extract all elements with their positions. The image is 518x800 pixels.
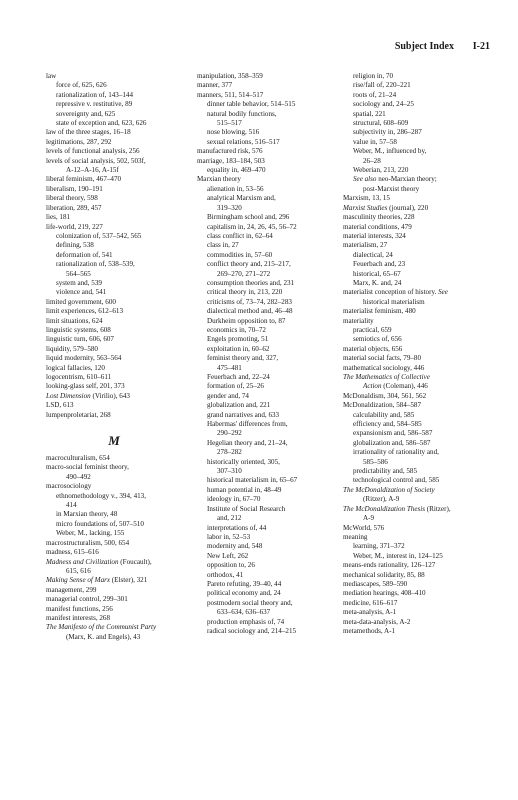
index-entry: 319–320: [217, 203, 242, 212]
index-entry: force of, 625, 626: [56, 81, 107, 90]
index-entry: Feuerbach and, 22–24: [207, 373, 270, 381]
index-entry: practical, 659: [353, 325, 392, 334]
index-entry: manners, 511, 514–517: [197, 90, 264, 99]
index-entry: mechanical solidarity, 85, 88: [343, 570, 425, 579]
index-entry: 269–270, 271–272: [217, 269, 271, 278]
index-entry: McWorld, 576: [343, 523, 385, 532]
index-entry: predictability and, 585: [353, 467, 418, 476]
index-entry: historically oriented, 305,: [207, 457, 280, 466]
index-entry: irrationality of rationality and,: [353, 448, 439, 457]
index-entry: historical, 65–67: [353, 269, 401, 278]
index-entry: manifest interests, 268: [46, 613, 111, 622]
index-entry: system and, 539: [56, 278, 102, 287]
index-entry: 490–492: [66, 472, 91, 481]
index-entry: semiotics of, 656: [353, 335, 402, 344]
index-entry: masculinity theories, 228: [343, 213, 415, 222]
index-entry: lies, 181: [46, 213, 71, 222]
page-number: I-21: [472, 41, 490, 52]
index-entry: Marxism, 13, 15: [343, 194, 390, 203]
index-entry: material conditions, 479: [343, 222, 412, 231]
index-entry: globalization and, 221: [207, 401, 271, 410]
index-entry: sovereignty and, 625: [56, 109, 116, 118]
index-entry: Weber, M., interest in, 124–125: [353, 551, 443, 560]
index-entry: manifest functions, 256: [46, 604, 113, 613]
index-entry: liberation, 289, 457: [46, 203, 102, 212]
index-entry: Weber, M., lacking, 155: [56, 529, 125, 538]
index-entry: metamethods, A-1: [343, 626, 396, 635]
index-entry: Birmingham school and, 296: [207, 213, 290, 222]
index-entry: commodities in, 57–60: [207, 250, 273, 259]
index-entry: levels of social analysis, 502, 503f,: [46, 156, 146, 165]
index-entry: post-Marxist theory: [363, 184, 420, 193]
index-entry: New Left, 262: [207, 551, 249, 560]
index-entry: marriage, 183–184, 503: [197, 156, 265, 165]
index-entry: Making Sense of Marx (Elster), 321: [46, 576, 148, 585]
index-entry: critical theory in, 213, 220: [207, 288, 283, 297]
index-entry: macroculturalism, 654: [46, 454, 110, 463]
index-entry: dialectical method and, 46–48: [207, 307, 293, 316]
index-entry: rationalization of, 143–144: [56, 90, 134, 99]
index-entry: The McDonaldization of Society: [343, 485, 435, 494]
index-entry: Pareto refuting, 39–40, 44: [207, 579, 282, 588]
index-entry: structural, 608–609: [353, 119, 409, 128]
index-entry: conflict theory and, 215–217,: [207, 260, 291, 269]
index-entry: material social facts, 79–80: [343, 354, 422, 363]
index-entry: efficiency and, 584–585: [353, 420, 422, 429]
index-entry: 633–634, 636–637: [217, 608, 271, 617]
index-entry: ideology in, 67–70: [207, 495, 261, 504]
index-entry: liberal theory, 598: [46, 194, 98, 203]
index-entry: analytical Marxism and,: [207, 194, 276, 203]
index-entry: human potential in, 48–49: [207, 485, 282, 494]
index-entry: means-ends rationality, 126–127: [343, 561, 436, 570]
index-entry: violence and, 541: [56, 288, 107, 297]
index-entry: looking-glass self, 201, 373: [46, 382, 125, 391]
index-entry: labor in, 52–53: [207, 532, 251, 541]
index-entry: alienation in, 53–56: [207, 184, 264, 193]
index-entry: natural bodily functions,: [207, 109, 277, 118]
index-entry: 564–565: [66, 269, 91, 278]
index-entry: Habermas' differences from,: [207, 420, 288, 429]
index-entry: Action (Coleman), 446: [363, 382, 428, 391]
index-entry: expansionism and, 586–587: [353, 429, 433, 438]
index-entry: legitimations, 287, 292: [46, 137, 112, 146]
index-entry: sexual relations, 516–517: [207, 137, 280, 146]
index-entry: postmodern social theory and,: [207, 598, 293, 607]
index-entry: macro-social feminist theory,: [46, 463, 129, 472]
index-entry: mathematical sociology, 446: [343, 363, 425, 372]
index-entry: historical materialism: [363, 297, 425, 306]
index-entry: lumpenproletariat, 268: [46, 410, 111, 419]
index-entry: 615, 616: [66, 566, 91, 575]
index-entry: criticisms of, 73–74, 282–283: [207, 297, 292, 306]
page-header: [28, 41, 490, 55]
index-entry: material objects, 656: [343, 344, 403, 353]
index-entry: medicine, 616–617: [343, 598, 398, 607]
index-entry: meta-data-analysis, A-2: [343, 617, 411, 626]
index-entry: defining, 538: [56, 241, 94, 250]
index-entry: repressive v. restitutive, 89: [56, 100, 133, 109]
index-entry: Weberian, 213, 220: [353, 166, 409, 175]
index-entry: 278–282: [217, 448, 242, 457]
index-entry: mediascapes, 589–590: [343, 579, 408, 588]
index-entry: levels of functional analysis, 256: [46, 147, 140, 156]
index-entry: 475–481: [217, 363, 242, 372]
index-entry: McDonaldism, 304, 561, 562: [343, 391, 427, 400]
index-entry: learning, 371–372: [353, 542, 405, 551]
index-entry: globalization and, 586–587: [353, 438, 431, 447]
index-entry: grand narratives and, 633: [207, 410, 280, 419]
index-entry: meaning: [343, 532, 368, 541]
index-entry: 414: [66, 501, 77, 510]
index-entry: management, 299: [46, 585, 97, 594]
index-entry: managerial control, 299–301: [46, 595, 128, 604]
index-entry: A-12–A-16, A-15f: [66, 166, 119, 175]
index-entry: exploitation in, 60–62: [207, 344, 270, 353]
index-entry: linguistic turn, 606, 607: [46, 335, 114, 344]
index-column-2: [197, 72, 333, 636]
index-column-1: [46, 72, 182, 642]
index-entry: manufactured risk, 576: [197, 147, 263, 156]
index-entry: Madness and Civilization (Foucault),: [46, 557, 152, 566]
index-entry: See also neo-Marxian theory;: [353, 175, 437, 184]
index-entry: manner, 377: [197, 81, 233, 90]
index-entry: limit situations, 624: [46, 316, 103, 325]
index-entry: (Ritzer), A-9: [363, 495, 400, 504]
index-entry: equality in, 469–470: [207, 166, 266, 175]
index-entry: A-9: [363, 514, 375, 523]
index-entry: 307–310: [217, 467, 242, 476]
index-entry: limit experiences, 612–613: [46, 307, 124, 316]
index-entry: Institute of Social Research: [207, 504, 286, 513]
index-entry: meta-analysis, A-1: [343, 608, 397, 617]
index-entry: subjectivity in, 286–287: [353, 128, 422, 137]
index-entry: sociology and, 24–25: [353, 100, 414, 109]
index-entry: linguistic systems, 608: [46, 325, 111, 334]
index-entry: technological control and, 585: [353, 476, 440, 485]
index-column-3: [343, 72, 475, 636]
index-entry: interpretations of, 44: [207, 523, 267, 532]
index-entry: feminist theory and, 327,: [207, 354, 279, 363]
index-entry: production emphasis of, 74: [207, 617, 285, 626]
index-entry: value in, 57–58: [353, 137, 397, 146]
index-entry: Marx, K. and, 24: [353, 278, 402, 287]
index-entry: orthodox, 41: [207, 570, 244, 579]
index-letter-heading: M: [108, 433, 120, 449]
index-entry: materialist conception of history. See: [343, 288, 448, 297]
index-entry: calculability and, 585: [353, 410, 415, 419]
index-entry: Marxist Studies (journal), 220: [343, 203, 429, 212]
index-entry: law: [46, 72, 57, 80]
index-entry: material interests, 324: [343, 231, 406, 240]
index-entry: class in, 27: [207, 241, 239, 250]
index-entry: limited government, 600: [46, 297, 116, 306]
index-entry: Feuerbach and, 23: [353, 260, 406, 269]
index-entry: law of the three stages, 16–18: [46, 128, 131, 137]
section-title: Subject Index: [394, 41, 454, 52]
index-entry: The McDonaldization Thesis (Ritzer),: [343, 504, 451, 513]
index-entry: liquid modernity, 563–564: [46, 354, 122, 363]
index-entry: 290–292: [217, 429, 242, 438]
index-entry: rise/fall of, 220–221: [353, 81, 411, 90]
index-entry: liberalism, 190–191: [46, 184, 103, 193]
index-entry: dinner table behavior, 514–515: [207, 100, 296, 109]
index-entry: life-world, 219, 227: [46, 222, 103, 231]
index-entry: deformation of, 541: [56, 250, 113, 259]
index-entry: The Manifesto of the Communist Party: [46, 623, 157, 632]
index-entry: 515–517: [217, 119, 242, 128]
index-entry: economics in, 70–72: [207, 325, 266, 334]
index-entry: liquidity, 579–580: [46, 344, 98, 353]
index-entry: and, 212: [217, 514, 242, 523]
index-entry: colonization of, 537–542, 565: [56, 231, 142, 240]
index-entry: spatial, 221: [353, 109, 386, 118]
index-entry: class conflict in, 62–64: [207, 231, 273, 240]
index-entry: Hegelian theory and, 21–24,: [207, 438, 288, 447]
index-entry: rationalization of, 538–539,: [56, 260, 135, 269]
index-entry: consumption theories and, 231: [207, 278, 295, 287]
index-entry: ethnomethodology v., 394, 413,: [56, 491, 146, 500]
index-entry: roots of, 21–24: [353, 90, 397, 99]
index-entry: LSD, 613: [46, 401, 74, 410]
index-entry: radical sociology and, 214–215: [207, 626, 297, 635]
index-entry: in Marxian theory, 48: [56, 510, 118, 519]
index-entry: political economy and, 24: [207, 589, 281, 598]
index-entry: Marxian theory: [197, 175, 241, 184]
index-entry: McDonaldization, 584–587: [343, 401, 422, 410]
index-entry: materialist feminism, 480: [343, 307, 416, 316]
index-entry: logocentrism, 610–611: [46, 373, 112, 381]
index-entry: modernity and, 548: [207, 542, 263, 551]
index-entry: macrosociology: [46, 482, 92, 491]
index-entry: Durkheim opposition to, 87: [207, 316, 286, 325]
index-entry: Weber, M., influenced by,: [353, 147, 427, 156]
index-entry: Engels promoting, 51: [207, 335, 269, 344]
index-entry: 585–586: [363, 457, 388, 466]
index-entry: state of exception and, 623, 626: [56, 119, 147, 128]
index-entry: mediation hearings, 408–410: [343, 589, 426, 598]
index-entry: formation of, 25–26: [207, 382, 264, 391]
index-entry: 26–28: [363, 156, 381, 165]
index-entry: materialism, 27: [343, 241, 388, 250]
index-entry: macrostructuralism, 500, 654: [46, 538, 130, 547]
index-entry: opposition to, 26: [207, 561, 255, 570]
index-entry: The Mathematics of Collective: [343, 373, 430, 381]
index-entry: capitalism in, 24, 26, 45, 56–72: [207, 222, 297, 231]
index-entry: (Marx, K. and Engels), 43: [66, 632, 141, 641]
index-entry: liberal feminism, 467–470: [46, 175, 122, 184]
index-entry: historical materialism in, 65–67: [207, 476, 298, 485]
index-entry: manipulation, 358–359: [197, 72, 263, 80]
index-entry: religion in, 70: [353, 72, 393, 80]
index-entry: madness, 615–616: [46, 548, 99, 557]
index-entry: logical fallacies, 120: [46, 363, 105, 372]
index-entry: dialectical, 24: [353, 250, 393, 259]
index-entry: micro foundations of, 507–510: [56, 519, 144, 528]
index-entry: nose blowing, 516: [207, 128, 260, 137]
index-entry: materiality: [343, 316, 374, 325]
index-entry: gender and, 74: [207, 391, 249, 400]
index-entry: Lost Dimension (Virilio), 643: [46, 391, 130, 400]
